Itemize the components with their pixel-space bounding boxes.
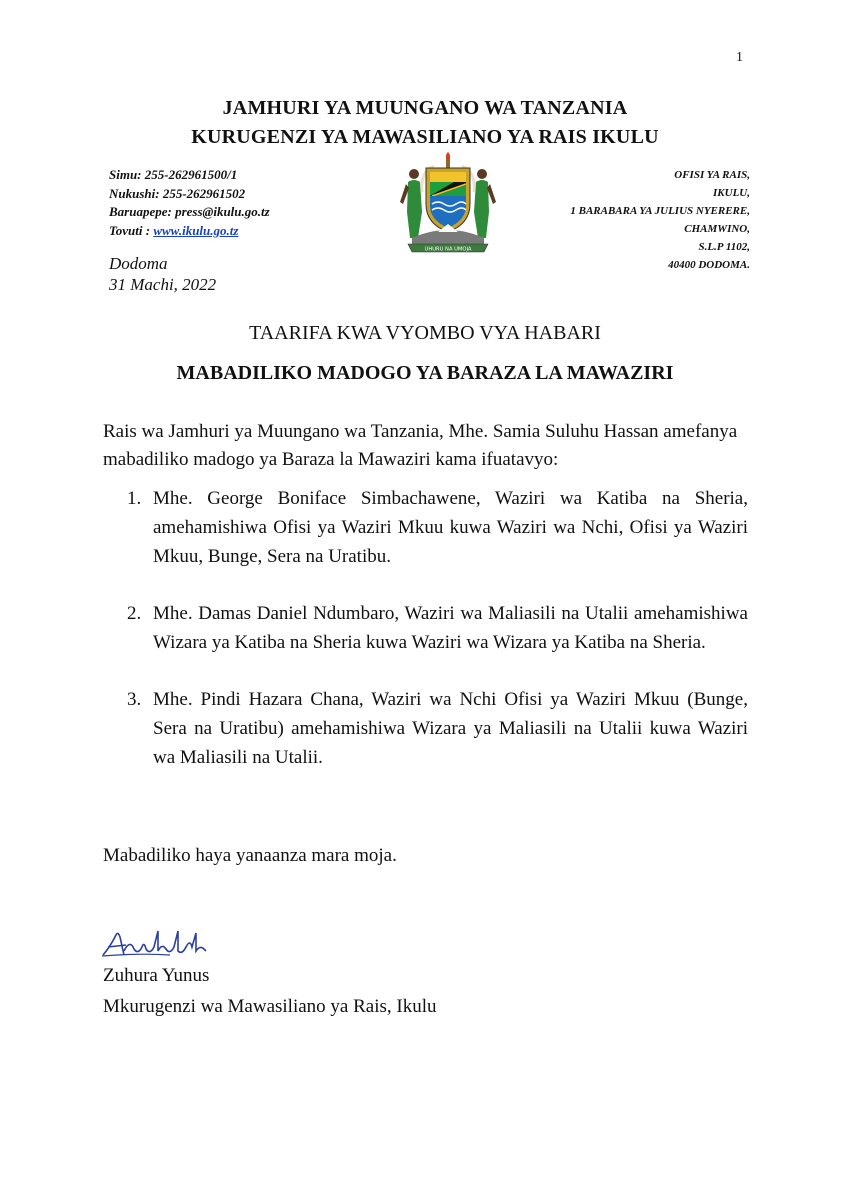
letterhead: [0, 94, 850, 152]
list-item-text: Mhe. Pindi Hazara Chana, Waziri wa Nchi Ofisi ya Waziri Mkuu (Bunge, Sera na Uratibu) amehamishiwa Wizara ya Maliasili na Utalii kuwa Waziri wa Maliasili na Utalii.: [153, 689, 748, 768]
contact-block: [109, 166, 270, 240]
address-line3: 1 BARABARA YA JULIUS NYERERE,: [570, 205, 750, 217]
list-item: [103, 599, 748, 657]
signer-title: Mkurugenzi wa Mawasiliano ya Rais, Ikulu: [103, 996, 437, 1017]
address-block: [570, 166, 750, 274]
fax-text: Nukushi: 255-262961502: [109, 185, 246, 201]
signer-name: Zuhura Yunus: [103, 965, 210, 986]
address-line4: CHAMWINO,: [684, 223, 750, 235]
address-line1: OFISI YA RAIS,: [674, 169, 750, 181]
website-label: Tovuti :: [109, 222, 154, 238]
address-line6: 40400 DODOMA.: [668, 259, 750, 271]
address-line5: S.L.P 1102,: [698, 241, 750, 253]
list-item-text: Mhe. Damas Daniel Ndumbaro, Waziri wa Maliasili na Utalii amehamishiwa Wizara ya Katiba na Sheria kuwa Waziri wa Wizara ya Katiba na Sheria.: [153, 603, 748, 653]
closing-statement: Mabadiliko haya yanaanza mara moja.: [103, 845, 397, 866]
intro-paragraph: Rais wa Jamhuri ya Muungano wa Tanzania, Mhe. Samia Suluhu Hassan amefanya mabadiliko madogo ya Baraza la Mawaziri kama ifuatavyo:: [103, 421, 738, 470]
list-item-number: 2.: [127, 603, 142, 624]
coat-of-arms-icon: [394, 152, 502, 254]
list-item-number: 1.: [127, 488, 142, 509]
page-number: 1: [736, 50, 743, 65]
list-item: [103, 685, 748, 772]
signature-icon: [100, 925, 215, 961]
date: 31 Machi, 2022: [109, 275, 217, 294]
website-row: [109, 222, 270, 241]
letterhead-line1: JAMHURI YA MUUNGANO WA TANZANIA: [222, 97, 628, 119]
press-release-subtitle: MABADILIKO MADOGO YA BARAZA LA MAWAZIRI: [176, 362, 674, 384]
letterhead-line2: KURUGENZI YA MAWASILIANO YA RAIS IKULU: [191, 126, 659, 148]
list-item-text: Mhe. George Boniface Simbachawene, Waziri wa Katiba na Sheria, amehamishiwa Ofisi ya Waziri Mkuu kuwa Waziri wa Nchi, Ofisi ya Waziri Mkuu, Bunge, Sera na Uratibu.: [153, 488, 748, 567]
date-block: [109, 253, 216, 295]
emblem-motto: UHURU NA UMOJA: [424, 246, 472, 253]
press-release-title: TAARIFA KWA VYOMBO VYA HABARI: [249, 322, 601, 344]
changes-list: [103, 484, 748, 800]
email-text: Baruapepe: press@ikulu.go.tz: [109, 204, 270, 219]
phone-text: Simu: 255-262961500/1: [109, 167, 238, 182]
website-link[interactable]: www.ikulu.go.tz: [153, 222, 239, 238]
place: Dodoma: [109, 254, 168, 273]
signer-block: [103, 960, 436, 1022]
address-line2: IKULU,: [713, 187, 750, 199]
list-item-number: 3.: [127, 689, 142, 710]
list-item: [103, 484, 748, 571]
